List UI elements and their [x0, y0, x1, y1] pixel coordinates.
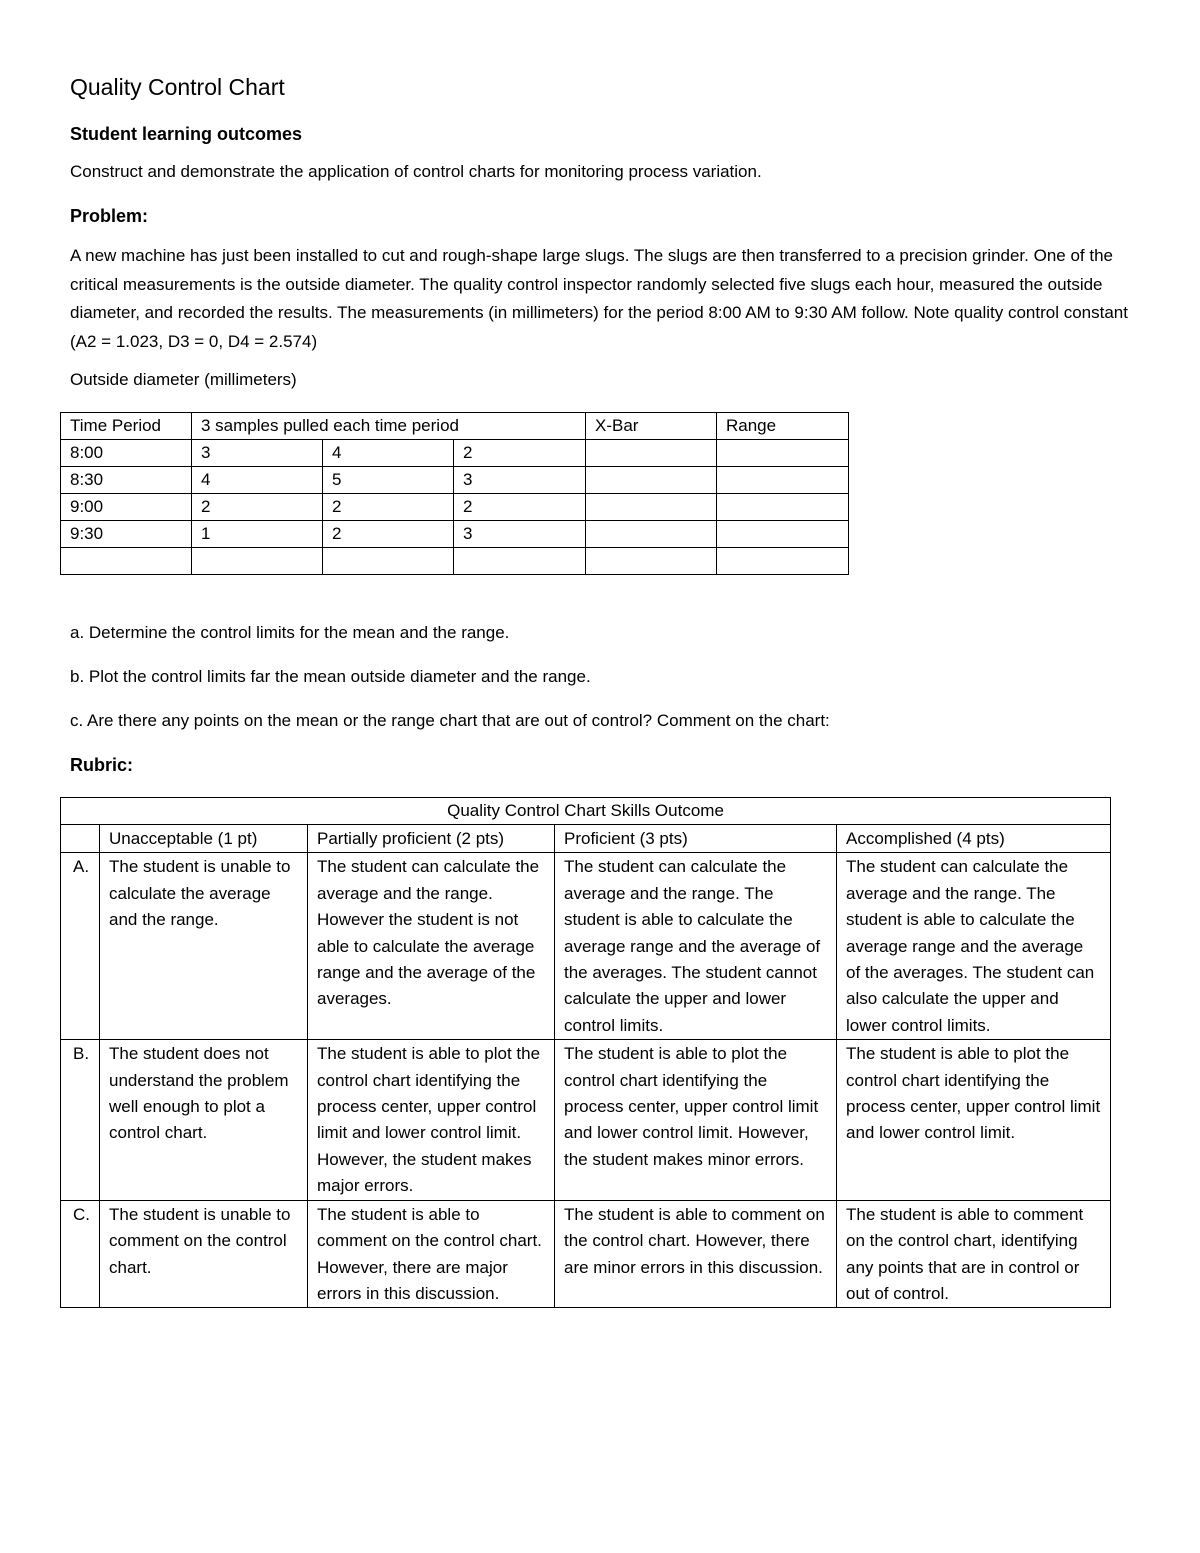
- cell-range: [717, 467, 849, 494]
- rubric-cell: The student is unable to calculate the average and the range.: [100, 853, 308, 1040]
- level-proficient: Proficient (3 pts): [555, 825, 837, 853]
- rubric-caption-row: [61, 798, 1111, 825]
- rubric-cell: The student can calculate the average and the range. However the student is not able to calculate the average range and the average of the averages.: [308, 853, 555, 1040]
- level-partially-proficient: Partially proficient (2 pts): [308, 825, 555, 853]
- table-row: [61, 467, 849, 494]
- rubric-table: [60, 797, 1111, 1308]
- table-row: [61, 494, 849, 521]
- cell-sample-3: 2: [454, 440, 586, 467]
- problem-text: A new machine has just been installed to cut and rough-shape large slugs. The slugs are then transferred to a precision grinder. One of the critical measurements is the outside diameter. The quality control inspector randomly selected five slugs each hour, measured the outside diameter, and recorded the results. The measurements (in millimeters) for the period 8:00 AM to 9:30 AM follow. Note quality control constant (A2 = 1.023, D3 = 0, D4 = 2.574): [70, 246, 1128, 351]
- cell-xbar: [586, 494, 717, 521]
- question-a: a. Determine the control limits for the mean and the range.: [70, 623, 510, 642]
- cell-sample-3: 2: [454, 494, 586, 521]
- cell-time: 8:30: [61, 467, 192, 494]
- rubric-row-label: B.: [61, 1040, 100, 1200]
- document-title: Quality Control Chart: [70, 74, 285, 100]
- rubric-heading: Rubric:: [70, 755, 133, 775]
- cell-range: [717, 494, 849, 521]
- rubric-cell: The student is able to plot the control chart identifying the process center, upper control limit and lower control limit. However, the student makes major errors.: [308, 1040, 555, 1200]
- cell-sample-2: 2: [323, 521, 454, 548]
- cell-time: 9:30: [61, 521, 192, 548]
- rubric-row-a: [61, 853, 1111, 1040]
- outcomes-heading: Student learning outcomes: [70, 124, 303, 144]
- rubric-corner-cell: [61, 825, 100, 853]
- cell-xbar: [586, 440, 717, 467]
- cell-sample-2: [323, 548, 454, 575]
- level-accomplished: Accomplished (4 pts): [837, 825, 1111, 853]
- cell-xbar: [586, 548, 717, 575]
- rubric-cell: The student is able to comment on the control chart. However, there are major errors in this discussion.: [308, 1200, 555, 1308]
- rubric-cell: The student is unable to comment on the control chart.: [100, 1200, 308, 1308]
- cell-sample-1: [192, 548, 323, 575]
- rubric-cell: The student can calculate the average and the range. The student is able to calculate the average range and the average of the averages. The student can also calculate the upper and lower control limits.: [837, 853, 1111, 1040]
- cell-sample-3: [454, 548, 586, 575]
- cell-range: [717, 440, 849, 467]
- question-list: [70, 621, 1130, 733]
- rubric-cell: The student is able to plot the control chart identifying the process center, upper control limit and lower control limit.: [837, 1040, 1111, 1200]
- problem-heading: Problem:: [70, 206, 149, 226]
- cell-sample-3: 3: [454, 521, 586, 548]
- cell-sample-1: 4: [192, 467, 323, 494]
- cell-time: 8:00: [61, 440, 192, 467]
- level-unacceptable: Unacceptable (1 pt): [100, 825, 308, 853]
- cell-sample-2: 4: [323, 440, 454, 467]
- cell-xbar: [586, 521, 717, 548]
- cell-sample-2: 2: [323, 494, 454, 521]
- rubric-cell: The student is able to plot the control chart identifying the process center, upper control limit and lower control limit. However, the student makes minor errors.: [555, 1040, 837, 1200]
- cell-sample-2: 5: [323, 467, 454, 494]
- header-samples: 3 samples pulled each time period: [192, 413, 586, 440]
- cell-time: [61, 548, 192, 575]
- rubric-cell: The student is able to comment on the control chart. However, there are minor errors in this discussion.: [555, 1200, 837, 1308]
- table-row: [61, 521, 849, 548]
- header-xbar: X-Bar: [586, 413, 717, 440]
- header-time-period: Time Period: [61, 413, 192, 440]
- rubric-cell: The student can calculate the average and the range. The student is able to calculate the average range and the average of the averages. The student cannot calculate the upper and lower control limits.: [555, 853, 837, 1040]
- cell-sample-1: 3: [192, 440, 323, 467]
- rubric-level-row: [61, 825, 1111, 853]
- rubric-caption: Quality Control Chart Skills Outcome: [61, 798, 1111, 825]
- question-c: c. Are there any points on the mean or the range chart that are out of control? Comment on the chart:: [70, 711, 830, 730]
- rubric-cell: The student is able to comment on the control chart, identifying any points that are in control or out of control.: [837, 1200, 1111, 1308]
- table-row: [61, 440, 849, 467]
- cell-sample-1: 2: [192, 494, 323, 521]
- outcomes-text: Construct and demonstrate the application of control charts for monitoring process variation.: [70, 162, 762, 181]
- measurements-table: [60, 412, 849, 575]
- question-b: b. Plot the control limits far the mean outside diameter and the range.: [70, 667, 591, 686]
- header-range: Range: [717, 413, 849, 440]
- cell-range: [717, 548, 849, 575]
- cell-time: 9:00: [61, 494, 192, 521]
- document-page: [70, 72, 1130, 1308]
- rubric-cell: The student does not understand the problem well enough to plot a control chart.: [100, 1040, 308, 1200]
- rubric-row-c: [61, 1200, 1111, 1308]
- table-header-row: [61, 413, 849, 440]
- cell-range: [717, 521, 849, 548]
- table-row: [61, 548, 849, 575]
- cell-sample-3: 3: [454, 467, 586, 494]
- rubric-row-label: A.: [61, 853, 100, 1040]
- measure-label: Outside diameter (millimeters): [70, 370, 297, 389]
- rubric-row-b: [61, 1040, 1111, 1200]
- cell-sample-1: 1: [192, 521, 323, 548]
- rubric-row-label: C.: [61, 1200, 100, 1308]
- cell-xbar: [586, 467, 717, 494]
